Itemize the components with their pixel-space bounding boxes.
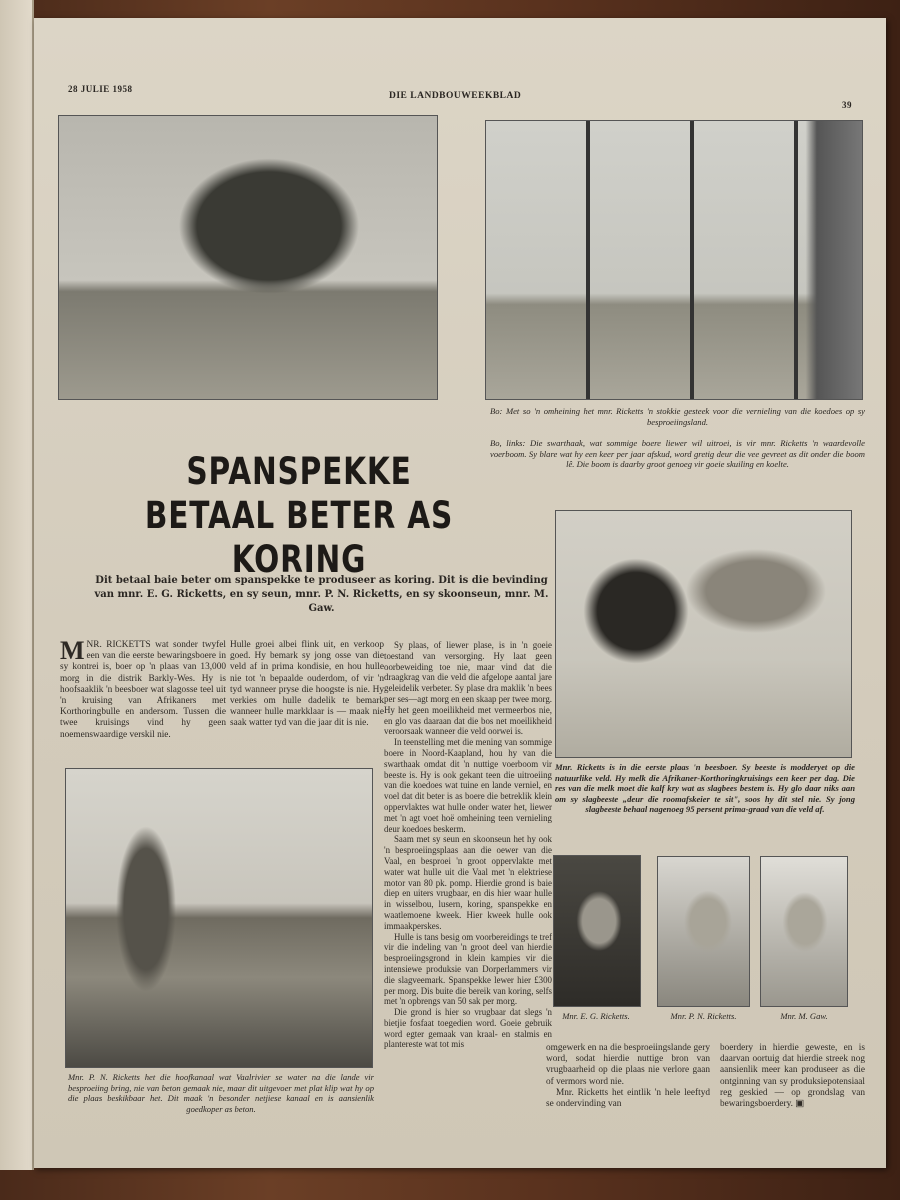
column-text: boerdery in hierdie geweste, en is daarvan oortuig dat hierdie streek nog aansienlik meer kan produseer as die ontginning van sy produksiepotensiaal reg geskied — op grondslag van bewaringsboerdery. — [720, 1043, 865, 1110]
portrait-eg-ricketts — [553, 855, 641, 1007]
photo-cattle — [555, 510, 852, 758]
article-column-2: Hulle groei albei flink uit, en verkoop goed. Hy bemark sy jong osse van die veld af in prima kondisie, en hou hulle nie tot 'n bepaalde ouderdom, of vir 'n tyd wanneer pryse die hoogste is nie. Hy verkies om hulle dadelik te bemark wanneer hulle markklaar is — maak nie saak watter tyd van die jaar dit is nie. — [230, 640, 384, 729]
photo-fence — [485, 120, 863, 400]
photo-swarthaak-tree — [58, 115, 438, 400]
paragraph: Sy plaas, of liewer plase, is in 'n goeie toestand van versorging. Hy laat geen oorbeweiding toe nie, maar vind dat die draagkrag van die veld die afgelope aantal jare geleidelik verbeter. Sy plase dra maklik 'n bees per ses—agt morg en een skaap per twee morg. Hy het geen moeilikheid met vermeerbos nie, en glo vas daaraan dat die bos net moeilikheid veroorsaak wanneer die veld oorwei is. — [384, 640, 552, 737]
article-intro: Dit betaal baie beter om spanspekke te produseer as koring. Dit is die bevinding van mnr. E. G. Ricketts, en sy seun, mnr. P. N. Ricketts, en sy skoonseun, mnr. M. Gaw. — [94, 575, 549, 614]
paragraph: In teenstelling met die mening van sommige boere in Noord-Kaapland, hou hy van die swarthaak omdat dit 'n nuttige voerboom vir beeste is. Hy is ook gekant teen die uitroeiing van die koedoes wat tuine en lande verniel, en voel dat dit beter is as boere die betreklik klein oppervlaktes wat hulle onder water het, liewer met 'n agt voet hoë omheining teen vernieling deur koedoes beskerm. — [384, 737, 552, 834]
article-column-3 — [384, 640, 552, 1050]
article-column-1 — [60, 636, 226, 741]
portrait-m-gaw — [760, 856, 848, 1007]
caption-tree: Bo, links: Die swarthaak, wat sommige boere liewer wil uitroei, is vir mnr. Ricketts 'n waardevolle voerboom. Sy blare wat hy een keer per jaar afskud, word gretig deur die vee gevreet as dit onder die boom lê. Die boom is daarby groot genoeg vir goeie skuiling en koelte. — [490, 438, 865, 470]
paragraph: Die grond is hier so vrugbaar dat slegs 'n bietjie fosfaat toegedien word. Goeie gebruik word egter gemaak van kraal- en stalmis en plantereste wat tot mis — [384, 1007, 552, 1050]
magazine-page — [34, 18, 886, 1168]
caption-fence: Bo: Met so 'n omheining het mnr. Ricketts 'n stokkie gesteek voor die vernieling van die koedoes op sy besproeiingsland. — [490, 406, 865, 427]
portrait-label: Mnr. M. Gaw. — [780, 1011, 828, 1021]
drop-cap: M — [60, 636, 85, 665]
article-column-4 — [546, 1043, 710, 1110]
paragraph: Saam met sy seun en skoonseun het hy ook 'n besproeiingsplaas aan die oewer van die Vaal, en besproei 'n groot oppervlakte met water wat hulle uit die Vaal met 'n elektriese motor van 80 pk. pomp. Hierdie grond is baie diep en uiters vrugbaar, en dis hier waar hulle in wisselbou, lusern, koring, spanspekke en waatlemoene kweek. Hier kweek hulle ook immaakperskes. — [384, 834, 552, 931]
article-column-5 — [720, 1043, 865, 1110]
portrait-label: Mnr. E. G. Ricketts. — [562, 1011, 630, 1021]
article-title: SPANSPEKKE BETAAL BETER AS KORING — [144, 450, 454, 581]
end-mark-icon: ▣ — [795, 1099, 805, 1110]
portrait-pn-ricketts — [657, 856, 750, 1007]
paragraph: omgewerk en na die besproeiingslande gery word, sodat hierdie nuttige bron van vrugbaarheid op die plaas nie verlore gaan of vermors word nie. — [546, 1043, 710, 1087]
adjacent-page-edge — [0, 0, 34, 1170]
photo-stone-canal — [65, 768, 373, 1068]
paragraph: Mnr. Ricketts het eintlik 'n hele leeftyd se ondervinding van — [546, 1087, 710, 1110]
caption-cattle: Mnr. Ricketts is in die eerste plaas 'n beesboer. Sy beeste is modderyet op die natuurlike veld. Hy melk die Afrikaner-Korthoringkruisings een keer per dag. Die res van die melk moet die kalf kry wat as slagbees bestem is. Hy glo daar niks aan om sy slagbeeste „deur die roomafskeier te sit", soos hy dit stel nie. Sy jong slagbeeste behaal nagenoeg 95 persent prima-graad van die veld af. — [555, 762, 855, 815]
publication-name: DIE LANDBOUWEEKBLAD — [389, 91, 522, 101]
page-number: 39 — [842, 100, 852, 110]
paragraph: Hulle is tans besig om voorbereidings te tref vir die indeling van 'n groot deel van hierdie besproeiingsgrond in klein kampies vir die intensiewe produksie van Dorperlammers vir die slagveemark. Spanspekke lewer hier £300 per morg. Dis buite die bereik van koring, selfs met 'n opbrengs van 50 sak per morg. — [384, 931, 552, 1007]
column-text: NR. RICKETTS wat sonder twyfel een van die eerste bewaringsboere in sy kontrei is, boer op 'n plaas van 13,000 morg in die distrik Barkly-Wes. Hy is hoofsaaklik 'n beesboer wat slagosse teel uit 'n kruising van Afrikaners met Korthoringbulle en andersom. Tussen die twee kruisings vind hy geen noemenswaardige verskil nie. — [60, 640, 226, 740]
portrait-label: Mnr. P. N. Ricketts. — [670, 1011, 737, 1021]
caption-canal: Mnr. P. N. Ricketts het die hoofkanaal wat Vaalrivier se water na die lande vir besproeiing bring, nie van beton gemaak nie, maar dit uitgevoer met plat klip wat hy op die plaas beskikbaar het. Dit maak 'n besonder netjiese kanaal en is aansienlik goedkoper as beton. — [68, 1072, 374, 1114]
issue-date: 28 JULIE 1958 — [68, 84, 133, 94]
